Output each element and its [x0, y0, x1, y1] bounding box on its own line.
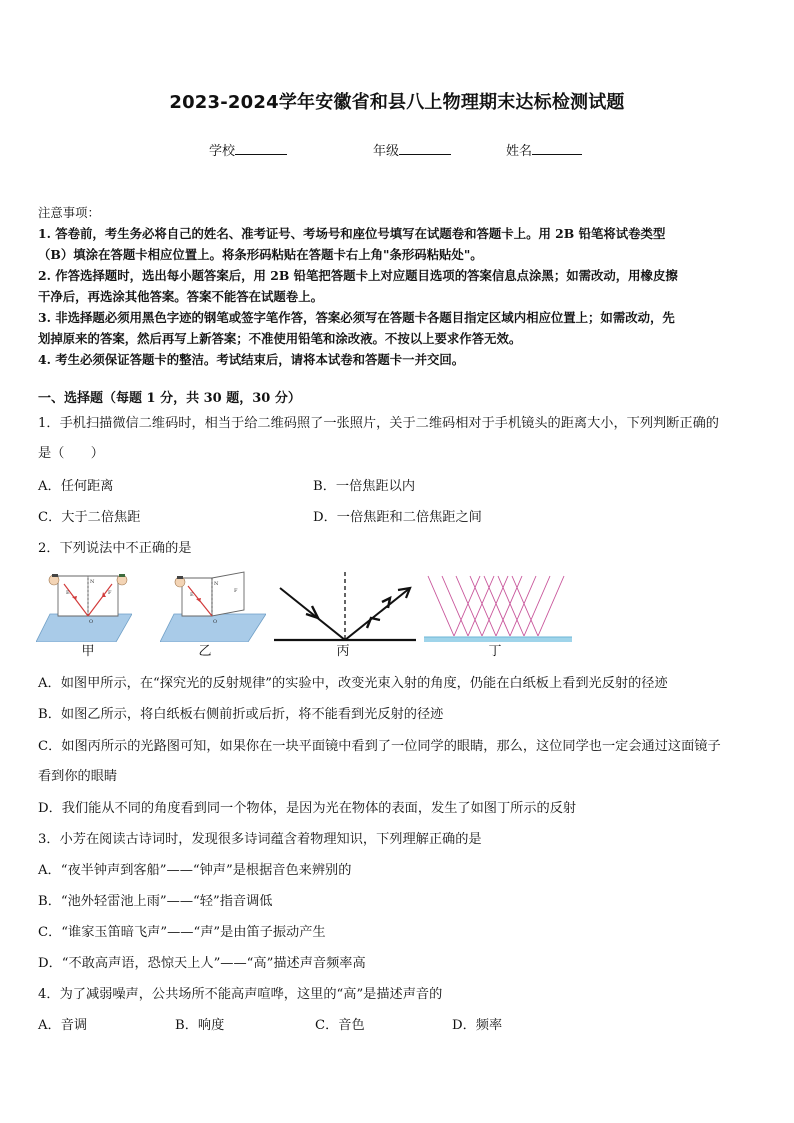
q3-option-d: D．“不敢高声语，恐惊天上人”——“高”描述声音频率高 [38, 956, 366, 971]
figure-ding [424, 574, 572, 644]
school-field [209, 140, 287, 159]
fig-yi-n: N [214, 581, 219, 587]
note-line: 3. 非选择题必须用黑色字迹的钢笔或签字笔作答，答案必须写在答题卡各题目指定区域内相应位置上；如需改动，先 [38, 310, 675, 325]
figure-yi [160, 570, 266, 642]
q4-stem: 4．为了减弱噪声，公共场所不能高声喧哗，这里的“高”是描述声音的 [38, 987, 443, 1002]
q1-option-c: C．大于二倍焦距 [38, 510, 141, 525]
q1-stem-line1: 1．手机扫描微信二维码时，相当于给二维码照了一张照片，关于二维码相对于手机镜头的距离大小，下列判断正确的 [38, 416, 719, 431]
notes-heading: 注意事项： [38, 205, 100, 220]
grade-field [373, 140, 451, 159]
q1-stem-line2: 是（ ） [38, 446, 104, 461]
fig-jia-n: N [90, 579, 95, 585]
q2-option-b: B．如图乙所示，将白纸板右侧前折或后折，将不能看到光反射的径迹 [38, 707, 444, 722]
figure-ding-label: 丁 [488, 644, 502, 659]
grade-label: 年级 [373, 144, 400, 159]
q3-option-a: A．“夜半钟声到客船”——“钟声”是根据音色来辨别的 [38, 863, 352, 878]
note-line: 1. 答卷前，考生务必将自己的姓名、准考证号、考场号和座位号填写在试题卷和答题卡上。用 2B 铅笔将试卷类型 [38, 226, 666, 241]
q4-option-a: A．音调 [38, 1018, 88, 1033]
figure-bing [270, 570, 420, 642]
page-title: 2023-2024学年安徽省和县八上物理期末达标检测试题 [169, 92, 625, 113]
note-line: 划掉原来的答案，然后再写上新答案；不准使用铅笔和涂改液。不按以上要求作答无效。 [38, 331, 522, 346]
figure-jia-label: 甲 [81, 644, 95, 659]
figure-jia [36, 570, 132, 642]
q4-option-d: D．频率 [452, 1018, 503, 1033]
note-line: 2. 作答选择题时，选出每小题答案后，用 2B 铅笔把答题卡上对应题目选项的答案信息点涂黑；如需改动，用橡皮擦 [38, 268, 678, 283]
fig-jia-f: F [108, 590, 112, 596]
note-line: 4. 考生必须保证答题卡的整洁。考试结束后，请将本试卷和答题卡一并交回。 [38, 352, 465, 367]
name-field [506, 140, 582, 159]
notes-block [38, 202, 758, 370]
section-heading: 一、选择题（每题 1 分，共 30 题，30 分） [38, 391, 301, 406]
fig-jia-e: E [66, 590, 70, 596]
q2-option-c-line1: C．如图丙所示的光路图可知，如果你在一块平面镜中看到了一位同学的眼睛，那么，这位同学也一定会通过这面镜子 [38, 739, 721, 754]
school-blank[interactable] [235, 140, 287, 155]
school-label: 学校 [209, 144, 236, 159]
fig-yi-e: E [190, 592, 194, 598]
note-line: 干净后，再选涂其他答案。答案不能答在试题卷上。 [38, 289, 323, 304]
figure-bing-label: 丙 [336, 644, 350, 659]
fig-yi-f: F [234, 588, 238, 594]
q2-stem: 2．下列说法中不正确的是 [38, 541, 192, 556]
q4-option-c: C．音色 [315, 1018, 365, 1033]
q3-stem: 3．小芳在阅读古诗词时，发现很多诗词蕴含着物理知识，下列理解正确的是 [38, 832, 482, 847]
fig-yi-o: O [213, 619, 218, 625]
grade-blank[interactable] [399, 140, 451, 155]
q1-option-d: D．一倍焦距和二倍焦距之间 [313, 510, 482, 525]
q2-option-c-line2: 看到你的眼睛 [38, 769, 118, 784]
q4-option-b: B．响度 [175, 1018, 225, 1033]
q3-option-b: B．“池外轻雷池上雨”——“轻”指音调低 [38, 894, 273, 909]
q1-option-b: B．一倍焦距以内 [313, 479, 416, 494]
q2-option-d: D．我们能从不同的角度看到同一个物体，是因为光在物体的表面，发生了如图丁所示的反射 [38, 801, 577, 816]
figure-yi-label: 乙 [198, 644, 212, 659]
q3-option-c: C．“谁家玉笛暗飞声”——“声”是由笛子振动产生 [38, 925, 326, 940]
q1-option-a: A．任何距离 [38, 479, 114, 494]
name-blank[interactable] [532, 140, 582, 155]
note-line: （B）填涂在答题卡相应位置上。将条形码粘贴在答题卡右上角"条形码粘贴处"。 [38, 247, 483, 262]
name-label: 姓名 [506, 144, 533, 159]
fig-jia-o: O [89, 619, 94, 625]
q2-option-a: A．如图甲所示，在“探究光的反射规律”的实验中，改变光束入射的角度，仍能在白纸板上看到光反射的径迹 [38, 676, 668, 691]
